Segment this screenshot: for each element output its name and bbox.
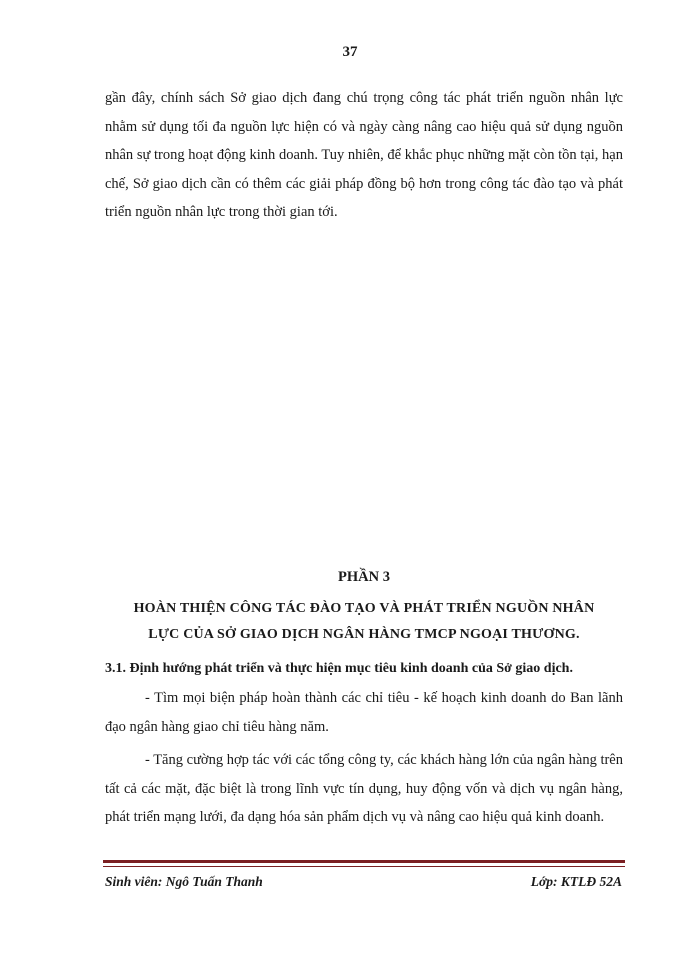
section-heading: 3.1. Định hướng phát triển và thực hiện mục tiêu kinh doanh của Sở giao dịch.: [105, 661, 573, 676]
part-title-line-2: LỰC CỦA SỞ GIAO DỊCH NGÂN HÀNG TMCP NGOẠI THƯƠNG.: [148, 627, 580, 642]
footer-student: Sinh viên: Ngô Tuấn Thanh: [105, 874, 263, 889]
footer-class: Lớp: KTLĐ 52A: [530, 874, 622, 889]
part-label: PHẦN 3: [338, 569, 390, 585]
part-title-line-1: HOÀN THIỆN CÔNG TÁC ĐÀO TẠO VÀ PHÁT TRIỂN NGUỒN NHÂN: [133, 601, 595, 616]
footer-divider-thin: [103, 866, 625, 867]
intro-paragraph: gần đây, chính sách Sở giao dịch đang chú trọng công tác phát triển nguồn nhân lực nhằm sử dụng tối đa nguồn lực hiện có và ngày càng nâng cao hiệu quả sử dụng nguồn nhân sự trong hoạt động kinh doanh. Tuy nhiên, để khắc phục những mặt còn tồn tại, hạn chế, Sở giao dịch cần có thêm các giải pháp đồng bộ hơn trong công tác đào tạo và phát triển nguồn nhân lực trong thời gian tới.: [105, 90, 623, 220]
footer-divider-thick: [103, 860, 625, 863]
part-title: [105, 596, 623, 648]
bullet-item: - Tìm mọi biện pháp hoàn thành các chỉ tiêu - kế hoạch kinh doanh do Ban lãnh đạo ngân hàng giao chỉ tiêu hàng năm.: [105, 690, 623, 735]
page-number: 37: [342, 44, 358, 60]
bullet-item: - Tăng cường hợp tác với các tổng công ty, các khách hàng lớn của ngân hàng trên tất cả các mặt, đặc biệt là trong lĩnh vực tín dụng, huy động vốn và dịch vụ ngân hàng, phát triển mạng lưới, đa dạng hóa sản phẩm dịch vụ và nâng cao hiệu quả kinh doanh.: [105, 752, 623, 825]
bullet-list: [105, 684, 623, 837]
